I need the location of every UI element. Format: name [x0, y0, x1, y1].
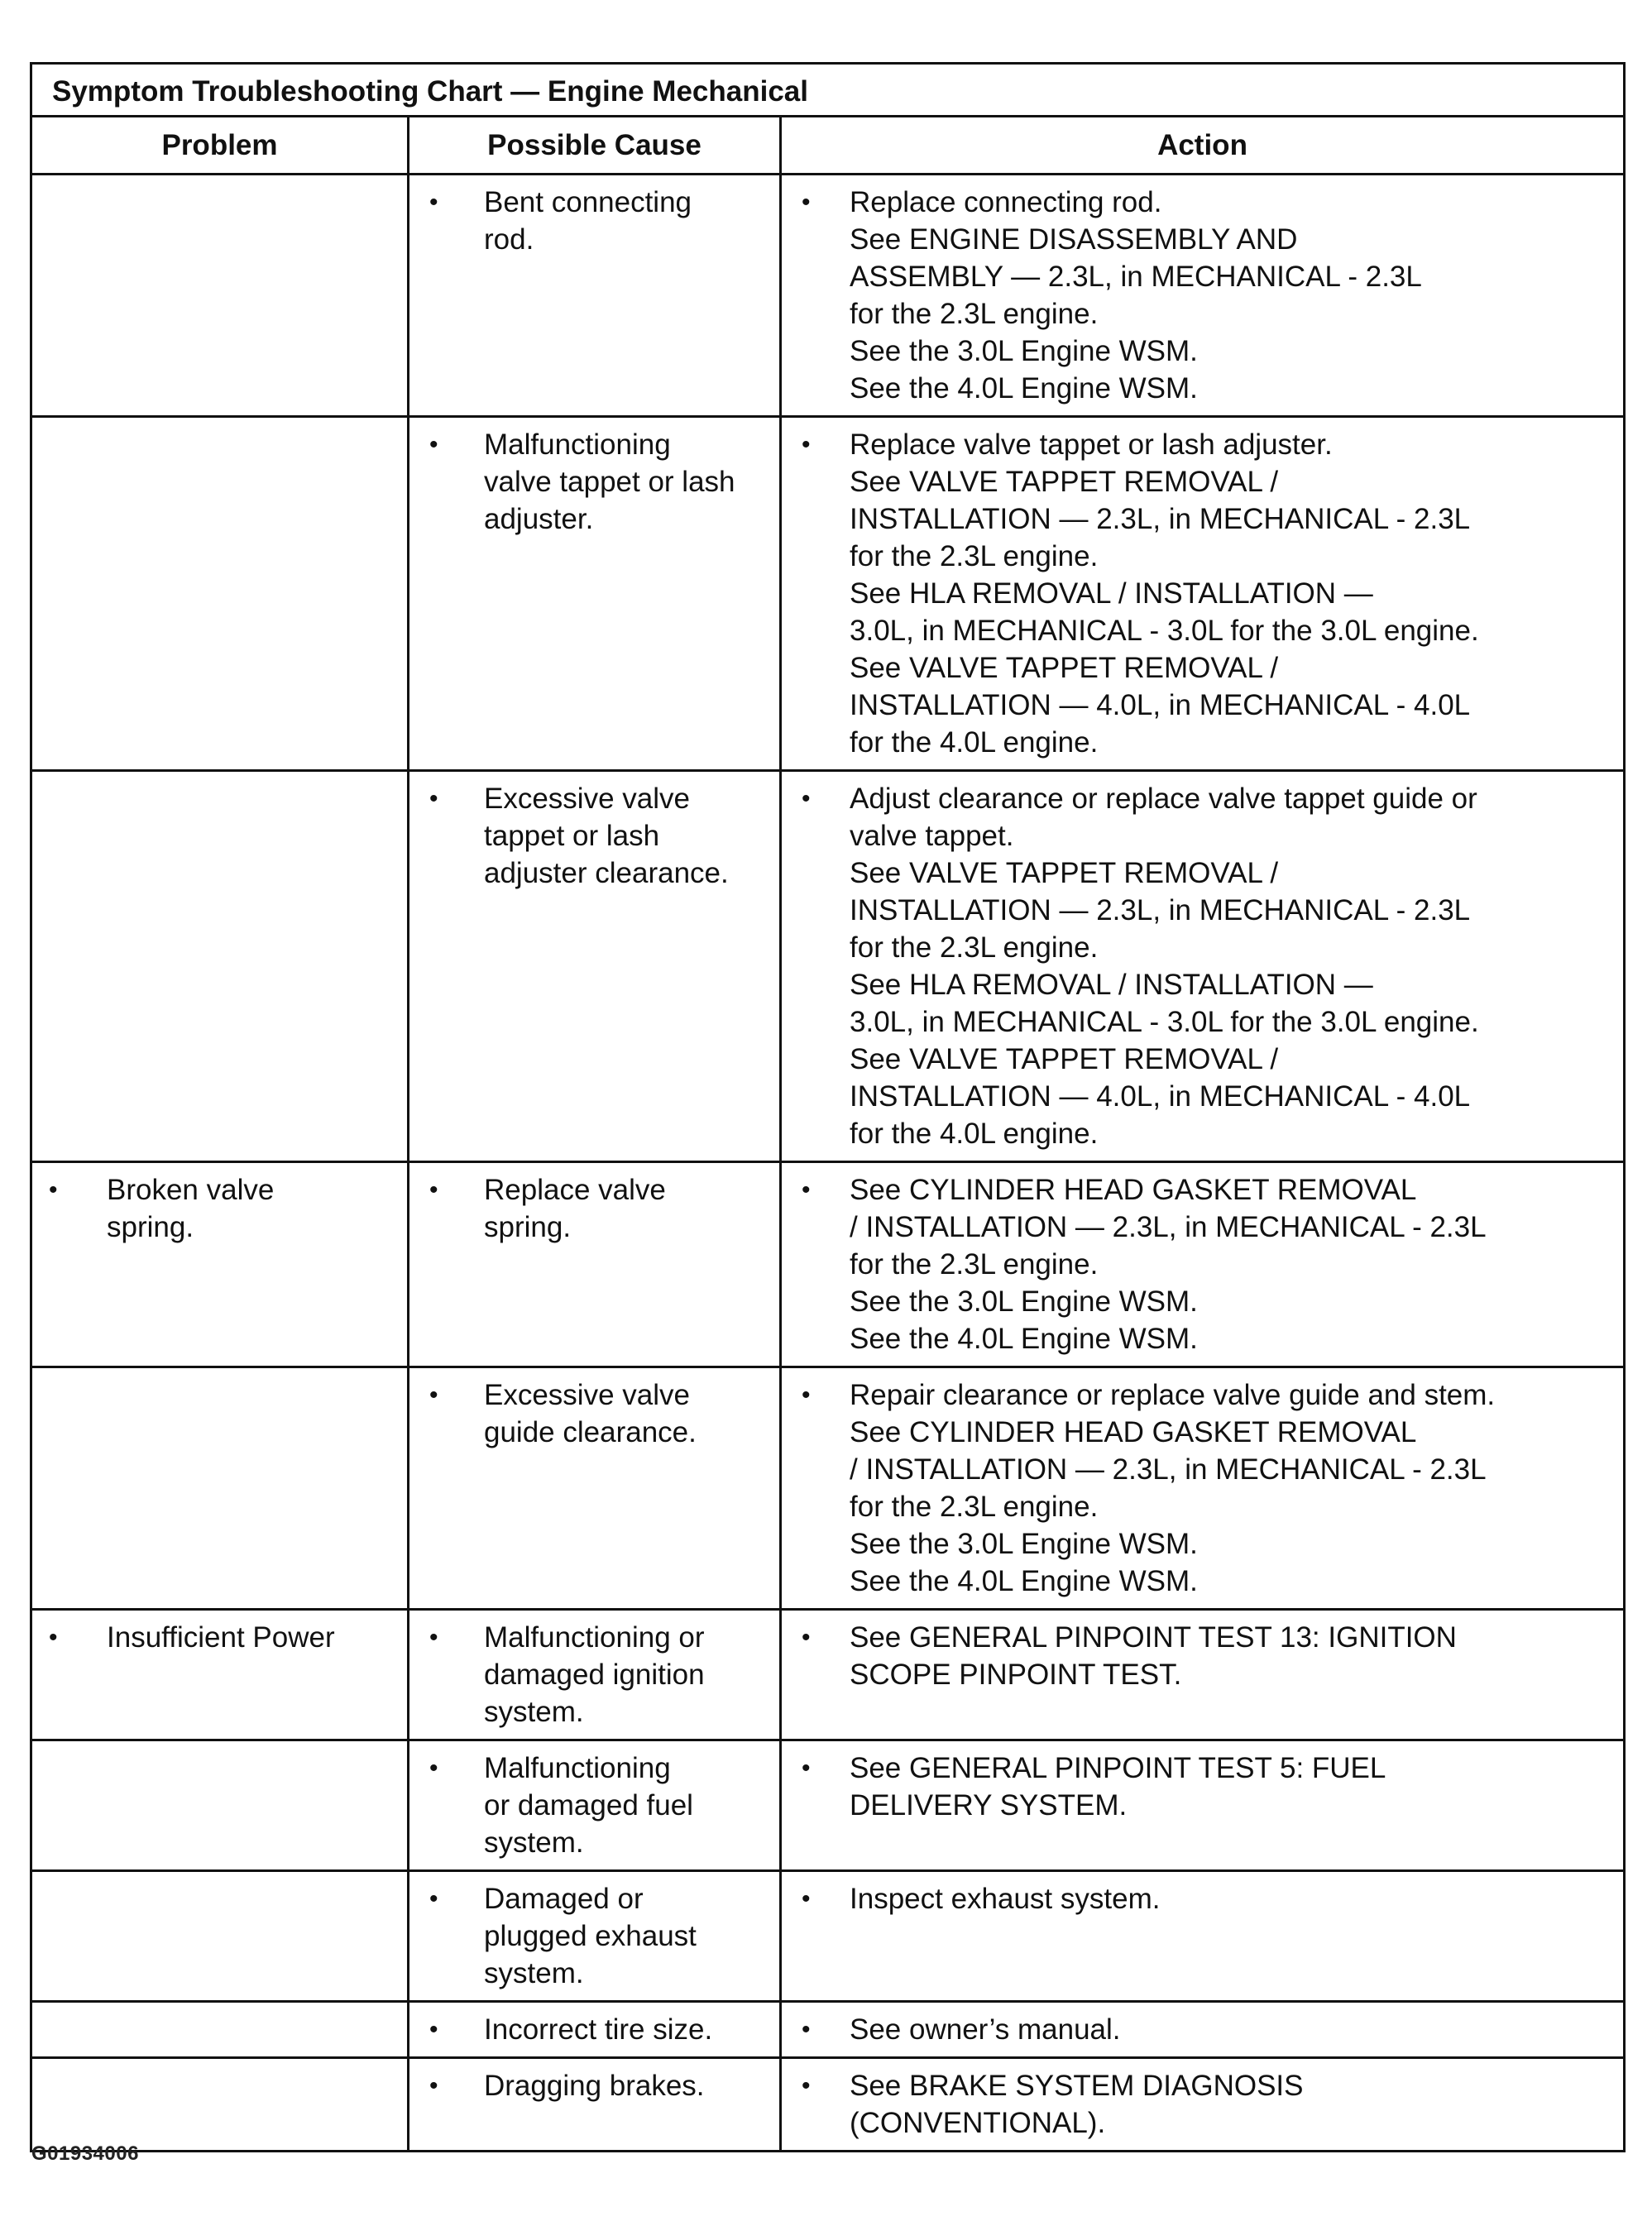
table-row — [31, 1871, 1625, 2002]
cause-text: Malfunctioning or damaged fuel system. — [484, 1752, 693, 1859]
action-cell — [781, 2002, 1625, 2058]
bullet: • — [429, 189, 438, 216]
troubleshooting-table — [30, 62, 1626, 2152]
problem-cell — [31, 417, 409, 771]
header-action: Action — [781, 117, 1625, 175]
action-cell — [781, 2058, 1625, 2152]
cause-cell — [409, 175, 781, 417]
action-cell — [781, 1367, 1625, 1610]
bullet: • — [802, 1754, 811, 1782]
problem-cell — [31, 2058, 409, 2152]
action-text: See CYLINDER HEAD GASKET REMOVAL / INSTALLATION — 2.3L, in MECHANICAL - 2.3L for the 2.3L engine. See the 3.0L Engine WSM. See the 4.0L Engine WSM. — [850, 1174, 1487, 1355]
bullet: • — [49, 1176, 58, 1204]
cause-cell — [409, 1162, 781, 1367]
bullet: • — [429, 1381, 438, 1409]
table-row — [31, 1610, 1625, 1740]
cause-text: Incorrect tire size. — [484, 2013, 713, 2046]
bullet: • — [429, 2072, 438, 2099]
action-text: See GENERAL PINPOINT TEST 13: IGNITION SCOPE PINPOINT TEST. — [850, 1621, 1457, 1691]
action-text: See BRAKE SYSTEM DIAGNOSIS (CONVENTIONAL). — [850, 2070, 1304, 2139]
cause-cell — [409, 1740, 781, 1871]
problem-cell — [31, 1162, 409, 1367]
bullet: • — [802, 1381, 811, 1409]
bullet: • — [429, 1176, 438, 1204]
bullet: • — [802, 1624, 811, 1651]
bullet: • — [429, 1754, 438, 1782]
problem-cell — [31, 1610, 409, 1740]
bullet: • — [802, 785, 811, 812]
problem-cell — [31, 175, 409, 417]
bullet: • — [802, 2072, 811, 2099]
action-cell — [781, 417, 1625, 771]
cause-cell — [409, 2002, 781, 2058]
table-title-row — [31, 64, 1625, 117]
table-row — [31, 2058, 1625, 2152]
action-cell — [781, 175, 1625, 417]
cause-text: Damaged or plugged exhaust system. — [484, 1883, 697, 1989]
table-row — [31, 417, 1625, 771]
bullet: • — [802, 1885, 811, 1912]
bullet: • — [429, 785, 438, 812]
header-problem: Problem — [31, 117, 409, 175]
cause-cell — [409, 1610, 781, 1740]
bullet: • — [429, 431, 438, 458]
header-possible-cause: Possible Cause — [409, 117, 781, 175]
cause-cell — [409, 1871, 781, 2002]
problem-text: Insufficient Power — [107, 1621, 335, 1654]
bullet: • — [49, 1624, 58, 1651]
action-text: Inspect exhaust system. — [850, 1883, 1161, 1915]
action-cell — [781, 1162, 1625, 1367]
action-cell — [781, 1740, 1625, 1871]
action-text: See owner’s manual. — [850, 2013, 1121, 2046]
table-row — [31, 2002, 1625, 2058]
table-body — [31, 175, 1625, 2152]
table-row — [31, 771, 1625, 1162]
cause-cell — [409, 1367, 781, 1610]
problem-cell — [31, 1871, 409, 2002]
bullet: • — [802, 431, 811, 458]
bullet: • — [429, 1885, 438, 1912]
action-text: Adjust clearance or replace valve tappet guide or valve tappet. See VALVE TAPPET REMOVAL / INSTALLATION — 2.3L, in MECHANICAL - 2.3L for the 2.3L engine. See HLA REMOVAL / INSTALLATION — 3.0L, in MECHANICAL - 3.0L for the 3.0L engine. See VALVE TAPPET REMOVAL / INSTALLATION — 4.0L, in MECHANICAL - 4.0L for the 4.0L engine. — [850, 783, 1479, 1150]
bullet: • — [802, 1176, 811, 1204]
table-row — [31, 1162, 1625, 1367]
action-cell — [781, 1610, 1625, 1740]
table-row — [31, 1740, 1625, 1871]
problem-cell — [31, 1740, 409, 1871]
table-row — [31, 175, 1625, 417]
action-cell — [781, 1871, 1625, 2002]
cause-cell — [409, 2058, 781, 2152]
bullet: • — [802, 2016, 811, 2043]
table-header-row — [31, 117, 1625, 175]
table-title: Symptom Troubleshooting Chart — Engine Mechanical — [31, 64, 1625, 117]
bullet: • — [429, 1624, 438, 1651]
cause-text: Malfunctioning or damaged ignition system. — [484, 1621, 705, 1728]
cause-text: Bent connecting rod. — [484, 186, 692, 256]
bullet: • — [429, 2016, 438, 2043]
action-text: Replace valve tappet or lash adjuster. See VALVE TAPPET REMOVAL / INSTALLATION — 2.3L, in MECHANICAL - 2.3L for the 2.3L engine. See HLA REMOVAL / INSTALLATION — 3.0L, in MECHANICAL - 3.0L for the 3.0L engine. See VALVE TAPPET REMOVAL / INSTALLATION — 4.0L, in MECHANICAL - 4.0L for the 4.0L engine. — [850, 428, 1479, 759]
cause-text: Excessive valve tappet or lash adjuster clearance. — [484, 783, 729, 889]
problem-cell — [31, 2002, 409, 2058]
cause-cell — [409, 771, 781, 1162]
problem-cell — [31, 1367, 409, 1610]
action-text: Repair clearance or replace valve guide and stem. See CYLINDER HEAD GASKET REMOVAL / INSTALLATION — 2.3L, in MECHANICAL - 2.3L for the 2.3L engine. See the 3.0L Engine WSM. See the 4.0L Engine WSM. — [850, 1379, 1496, 1597]
action-text: Replace connecting rod. See ENGINE DISASSEMBLY AND ASSEMBLY — 2.3L, in MECHANICAL - 2.3L for the 2.3L engine. See the 3.0L Engine WSM. See the 4.0L Engine WSM. — [850, 186, 1422, 405]
problem-cell — [31, 771, 409, 1162]
cause-text: Malfunctioning valve tappet or lash adjuster. — [484, 428, 735, 535]
table-row — [31, 1367, 1625, 1610]
cause-cell — [409, 417, 781, 771]
cause-text: Dragging brakes. — [484, 2070, 705, 2102]
problem-text: Broken valve spring. — [107, 1174, 275, 1243]
cause-text: Excessive valve guide clearance. — [484, 1379, 697, 1448]
bullet: • — [802, 189, 811, 216]
figure-id: G01934006 — [31, 2142, 139, 2165]
action-text: See GENERAL PINPOINT TEST 5: FUEL DELIVERY SYSTEM. — [850, 1752, 1386, 1821]
cause-text: Replace valve spring. — [484, 1174, 666, 1243]
action-cell — [781, 771, 1625, 1162]
